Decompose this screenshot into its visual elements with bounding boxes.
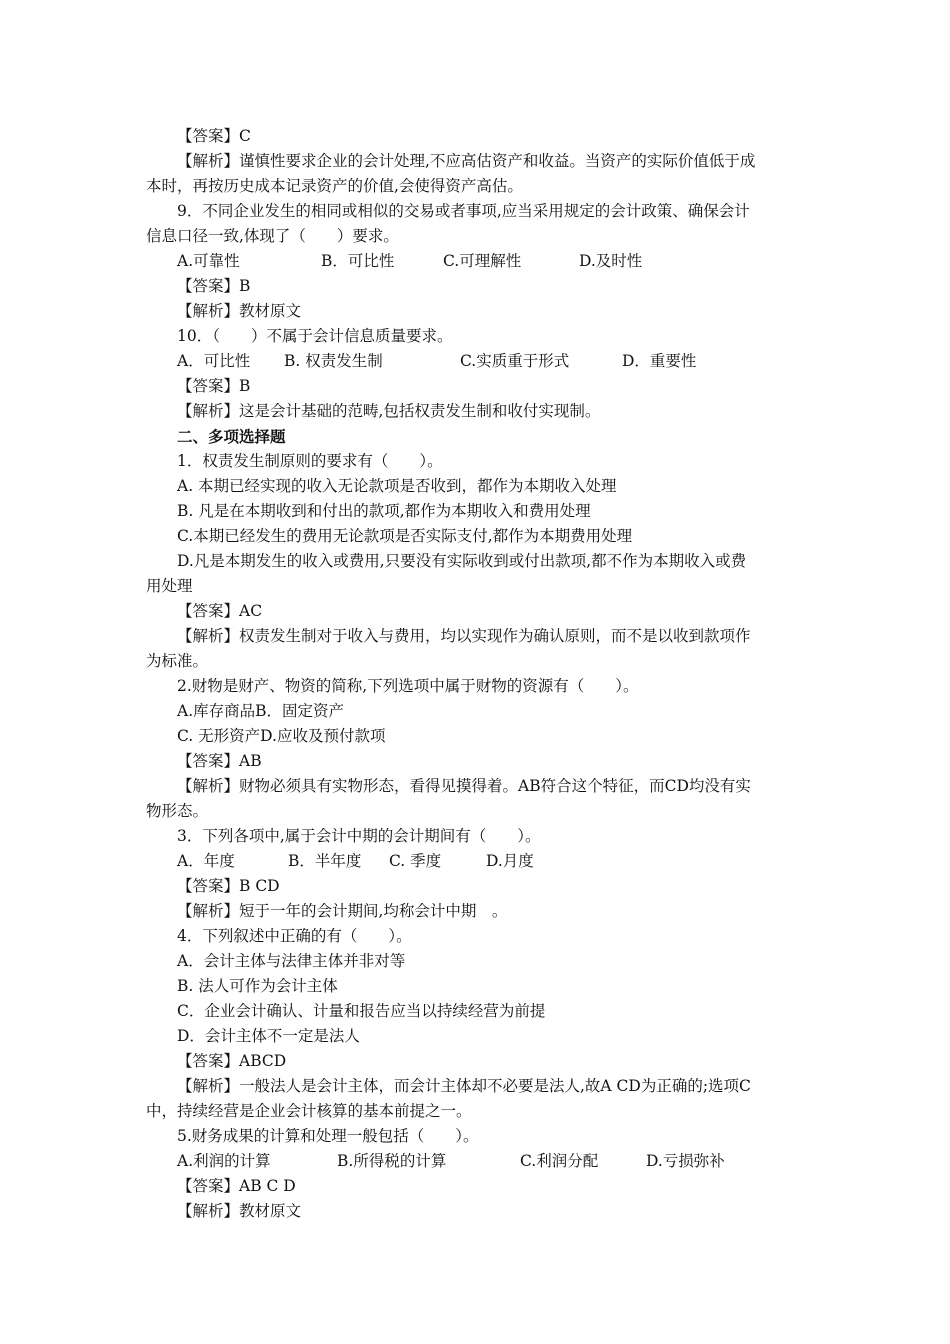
mc-option-1-d: D.凡是本期发生的收入或费用,只要没有实际收到或付出款项,都不作为本期收入或费 bbox=[177, 552, 747, 570]
mc-options-3 bbox=[146, 849, 810, 874]
mc-option-5-c: C.利润分配 bbox=[520, 1152, 599, 1170]
mc-analysis-4: 【解析】一般法人是会计主体，而会计主体却不必要是法人,故A CD为正确的;选项C bbox=[177, 1077, 751, 1095]
answer-8: 【答案】C bbox=[177, 127, 251, 145]
option-9-a: A.可靠性 bbox=[177, 252, 240, 270]
mc-analysis-1: 【解析】权责发生制对于收入与费用，均以实现作为确认原则，而不是以收到款项作 bbox=[177, 627, 751, 645]
mc-analysis-5: 【解析】教材原文 bbox=[177, 1202, 302, 1220]
mc-analysis-1-cont: 为标准。 bbox=[146, 652, 209, 670]
option-10-a: A．可比性 bbox=[177, 352, 251, 370]
mc-option-5-d: D.亏损弥补 bbox=[646, 1152, 725, 1170]
mc-answer-2: 【答案】AB bbox=[177, 752, 262, 770]
mc-option-1-a: A. 本期已经实现的收入无论款项是否收到，都作为本期收入处理 bbox=[177, 477, 617, 495]
mc-option-3-a: A．年度 bbox=[177, 852, 235, 870]
mc-answer-3: 【答案】B CD bbox=[177, 877, 280, 895]
option-9-d: D.及时性 bbox=[579, 252, 643, 270]
document-body bbox=[146, 124, 810, 1224]
mc-question-4: 4．下列叙述中正确的有（ ）。 bbox=[177, 927, 412, 945]
mc-option-3-d: D.月度 bbox=[486, 852, 534, 870]
option-10-c: C.实质重于形式 bbox=[460, 352, 570, 370]
mc-options-5 bbox=[146, 1149, 810, 1174]
option-9-c: C.可理解性 bbox=[443, 252, 522, 270]
section-heading-multiple-choice: 二、多项选择题 bbox=[177, 427, 286, 446]
mc-option-1-c: C.本期已经发生的费用无论款项是否实际支付,都作为本期费用处理 bbox=[177, 527, 633, 545]
mc-question-1: 1．权责发生制原则的要求有（ ）。 bbox=[177, 452, 443, 470]
analysis-8: 【解析】谨慎性要求企业的会计处理,不应高估资产和收益。当资产的实际价值低于成 bbox=[177, 152, 756, 170]
mc-question-2: 2.财物是财产、物资的简称,下列选项中属于财物的资源有（ ）。 bbox=[177, 677, 639, 695]
mc-option-5-a: A.利润的计算 bbox=[177, 1152, 271, 1170]
option-10-b: B. 权责发生制 bbox=[284, 352, 383, 370]
mc-options-2-ab: A.库存商品B．固定资产 bbox=[177, 702, 345, 720]
option-9-b: B．可比性 bbox=[321, 252, 395, 270]
mc-option-4-a: A．会计主体与法律主体并非对等 bbox=[177, 952, 406, 970]
mc-option-3-b: B．半年度 bbox=[288, 852, 362, 870]
mc-question-3: 3．下列各项中,属于会计中期的会计期间有（ ）。 bbox=[177, 827, 541, 845]
mc-answer-1: 【答案】AC bbox=[177, 602, 263, 620]
answer-9: 【答案】B bbox=[177, 277, 251, 295]
mc-analysis-2-cont: 物形态。 bbox=[146, 802, 209, 820]
mc-option-4-d: D．会计主体不一定是法人 bbox=[177, 1027, 360, 1045]
mc-option-4-b: B. 法人可作为会计主体 bbox=[177, 977, 338, 995]
analysis-10: 【解析】这是会计基础的范畴,包括权责发生制和收付实现制。 bbox=[177, 402, 601, 420]
question-9: 9．不同企业发生的相同或相似的交易或者事项,应当采用规定的会计政策、确保会计 bbox=[177, 202, 750, 220]
mc-option-5-b: B.所得税的计算 bbox=[337, 1152, 447, 1170]
options-10 bbox=[146, 349, 810, 374]
options-9 bbox=[146, 249, 810, 274]
mc-answer-4: 【答案】ABCD bbox=[177, 1052, 287, 1070]
mc-analysis-2: 【解析】财物必须具有实物形态，看得见摸得着。AB符合这个特征，而CD均没有实 bbox=[177, 777, 751, 795]
mc-options-2-cd: C. 无形资产D.应收及预付款项 bbox=[177, 727, 386, 745]
question-10: 10．（ ）不属于会计信息质量要求。 bbox=[177, 327, 453, 345]
mc-question-5: 5.财务成果的计算和处理一般包括（ ）。 bbox=[177, 1127, 479, 1145]
mc-answer-5: 【答案】AB C D bbox=[177, 1177, 296, 1195]
mc-option-3-c: C. 季度 bbox=[389, 852, 442, 870]
mc-option-4-c: C．企业会计确认、计量和报告应当以持续经营为前提 bbox=[177, 1002, 546, 1020]
question-9-cont: 信息口径一致,体现了（ ）要求。 bbox=[146, 227, 399, 245]
mc-option-1-b: B. 凡是在本期收到和付出的款项,都作为本期收入和费用处理 bbox=[177, 502, 591, 520]
answer-10: 【答案】B bbox=[177, 377, 251, 395]
option-10-d: D．重要性 bbox=[622, 352, 697, 370]
mc-analysis-4-cont: 中，持续经营是企业会计核算的基本前提之一。 bbox=[146, 1102, 472, 1120]
analysis-8-cont: 本时，再按历史成本记录资产的价值,会使得资产高估。 bbox=[146, 177, 523, 195]
mc-option-1-d-cont: 用处理 bbox=[146, 577, 193, 595]
analysis-9: 【解析】教材原文 bbox=[177, 302, 302, 320]
mc-analysis-3: 【解析】短于一年的会计期间,均称会计中期 。 bbox=[177, 902, 508, 920]
